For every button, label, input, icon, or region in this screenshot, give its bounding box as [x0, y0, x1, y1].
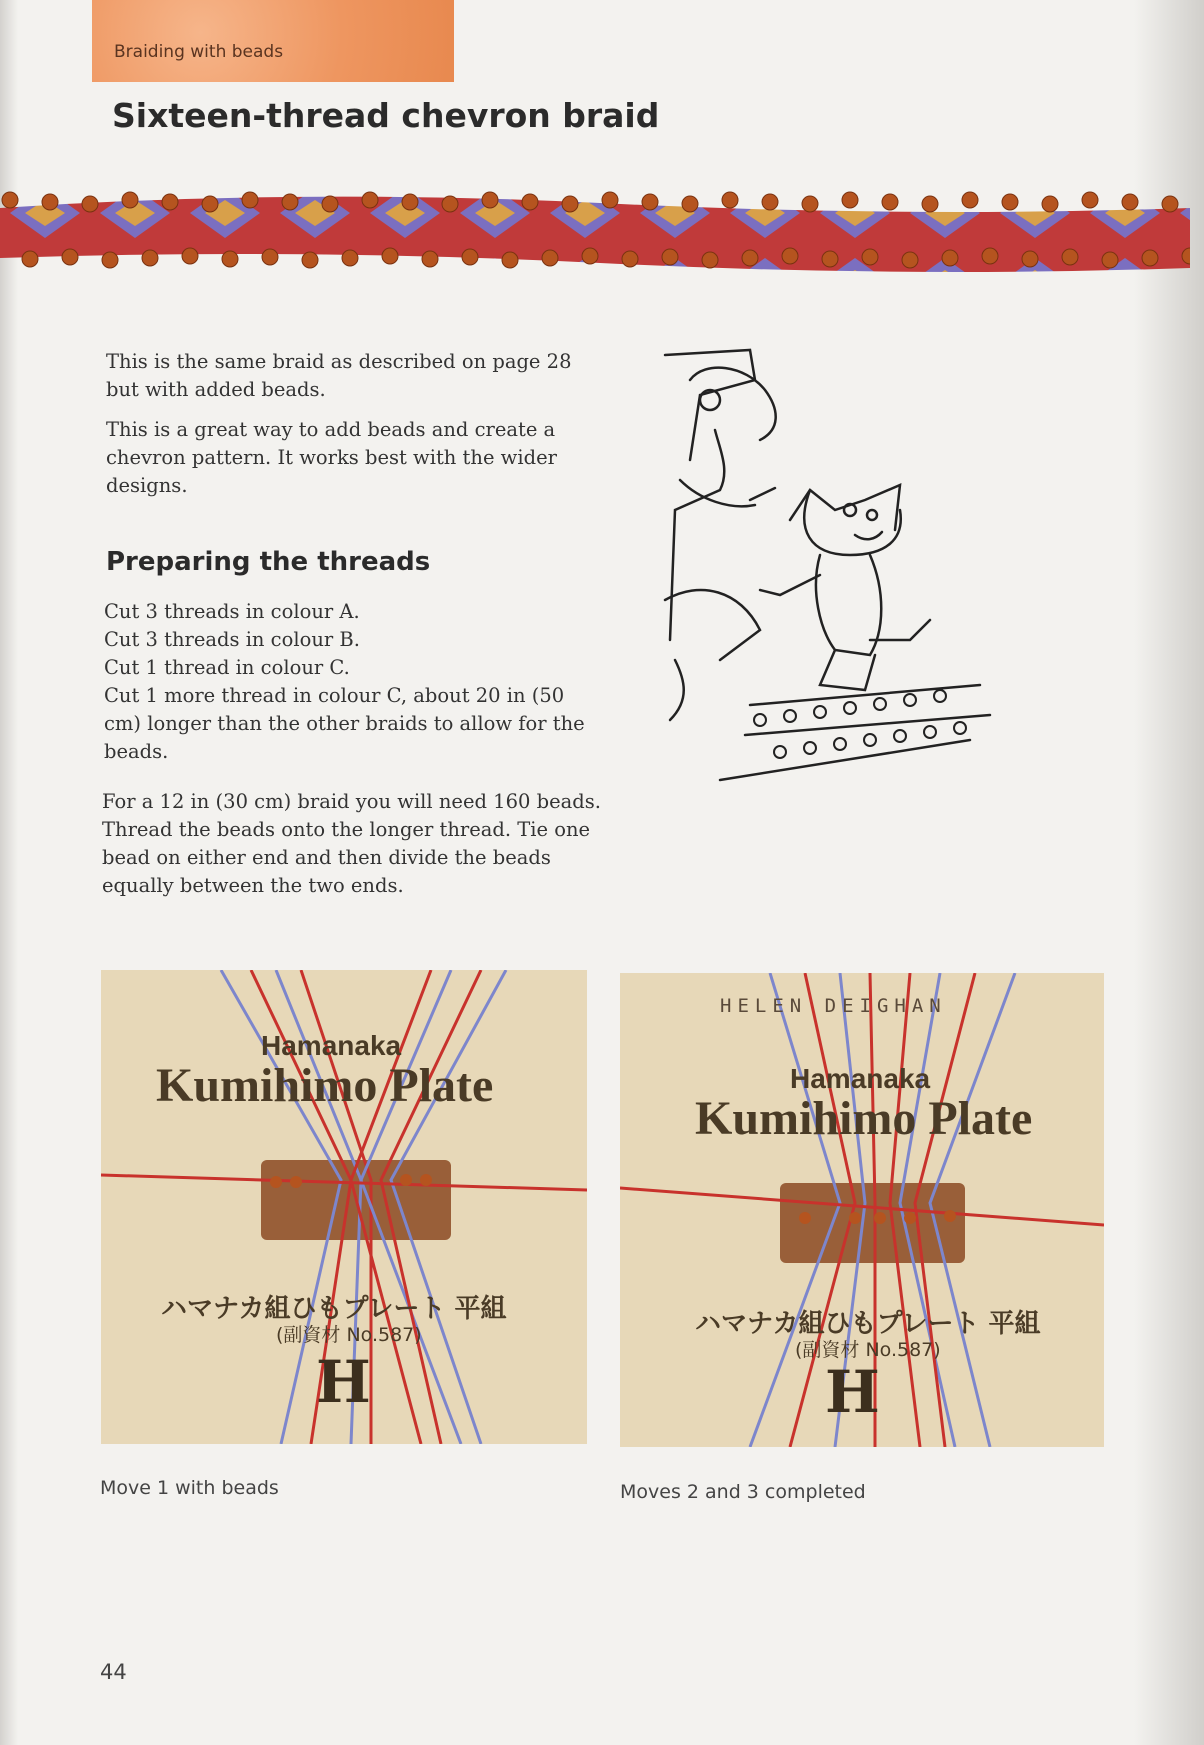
bead: [702, 252, 718, 268]
beaded-braid-photo: [0, 178, 1190, 288]
bead: [222, 251, 238, 267]
bead: [622, 251, 638, 267]
handwritten-name: HELEN DEIGHAN: [720, 995, 947, 1017]
bead: [302, 252, 318, 268]
plate-japanese-label: ハマナカ組ひもプレート 平組: [161, 1294, 507, 1324]
instruction-line: Cut 1 more thread in colour C, about 20 in (50 cm) longer than the other braids to allow for the beads.: [104, 684, 585, 763]
bead: [182, 248, 198, 264]
beads-instructions: [102, 788, 602, 912]
bead: [462, 249, 478, 265]
intro-paragraph: This is a great way to add beads and create a chevron pattern. It works best with the wider designs.: [106, 418, 557, 497]
kumihimo-plate-photo: [620, 973, 1104, 1447]
instruction-line: Cut 3 threads in colour B.: [104, 628, 360, 651]
bead: [662, 249, 678, 265]
bead: [1022, 251, 1038, 267]
bead: [2, 192, 18, 208]
plate-japanese-label: ハマナカ組ひもプレート 平組: [695, 1309, 1041, 1339]
bead: [862, 249, 878, 265]
photo-caption: Moves 2 and 3 completed: [620, 1481, 866, 1503]
plate-name: Kumihimo Plate: [695, 1092, 1033, 1145]
bead: [602, 192, 618, 208]
bead: [762, 194, 778, 210]
bead: [682, 196, 698, 212]
section-label: Braiding with beads: [114, 42, 284, 62]
bead: [382, 248, 398, 264]
section-heading: Preparing the threads: [106, 547, 431, 577]
bead: [1162, 196, 1178, 212]
bead: [1062, 249, 1078, 265]
section-tab: [92, 0, 454, 82]
bead: [1002, 194, 1018, 210]
bead: [82, 196, 98, 212]
bead: [262, 249, 278, 265]
bead: [882, 194, 898, 210]
beads-paragraph: For a 12 in (30 cm) braid you will need 160 beads. Thread the beads onto the longer thread. Tie one bead on either end and then divide the beads equally between the two ends.: [102, 790, 601, 897]
instruction-line: Cut 3 threads in colour A.: [104, 600, 360, 623]
bead: [482, 192, 498, 208]
bead: [722, 192, 738, 208]
plate-logo: H: [825, 1358, 880, 1426]
bead: [542, 250, 558, 266]
bead: [342, 250, 358, 266]
bead: [1082, 192, 1098, 208]
instruction-line: Cut 1 thread in colour C.: [104, 656, 350, 679]
bead: [282, 194, 298, 210]
bead: [742, 250, 758, 266]
bead: [402, 194, 418, 210]
bead: [982, 248, 998, 264]
bead: [942, 250, 958, 266]
page-title: Sixteen-thread chevron braid: [112, 96, 660, 135]
bead: [802, 196, 818, 212]
bead: [562, 196, 578, 212]
thread-instructions: [104, 598, 604, 766]
bead: [22, 251, 38, 267]
bead: [442, 196, 458, 212]
plate-code: (副資材 No.587): [795, 1339, 941, 1361]
bead: [522, 194, 538, 210]
intro-text: [106, 348, 606, 512]
photo-caption: Move 1 with beads: [100, 1477, 279, 1499]
bead: [1042, 196, 1058, 212]
bead: [642, 194, 658, 210]
plate-brand: Hamanaka: [261, 1030, 402, 1061]
plate-name: Kumihimo Plate: [156, 1059, 494, 1112]
plate-code: (副資材 No.587): [276, 1324, 422, 1346]
bead: [962, 192, 978, 208]
bead: [142, 250, 158, 266]
bead: [162, 194, 178, 210]
plate-brand: Hamanaka: [790, 1063, 931, 1094]
plate-logo: H: [316, 1348, 371, 1416]
kumihimo-plate-photo: [101, 970, 587, 1444]
bead: [242, 192, 258, 208]
cat-and-dog-illustration: [660, 340, 1020, 785]
bead: [362, 192, 378, 208]
bead: [42, 194, 58, 210]
page-number: 44: [100, 1660, 127, 1684]
bead: [502, 252, 518, 268]
bead: [102, 252, 118, 268]
intro-paragraph: This is the same braid as described on page 28 but with added beads.: [106, 350, 572, 401]
bead: [902, 252, 918, 268]
bead: [1122, 194, 1138, 210]
bead: [62, 249, 78, 265]
bead: [1102, 252, 1118, 268]
bead: [782, 248, 798, 264]
bead: [842, 192, 858, 208]
bead: [322, 196, 338, 212]
bead: [202, 196, 218, 212]
bead: [122, 192, 138, 208]
bead: [822, 251, 838, 267]
bead: [422, 251, 438, 267]
bead: [582, 248, 598, 264]
bead: [1142, 250, 1158, 266]
bead: [922, 196, 938, 212]
